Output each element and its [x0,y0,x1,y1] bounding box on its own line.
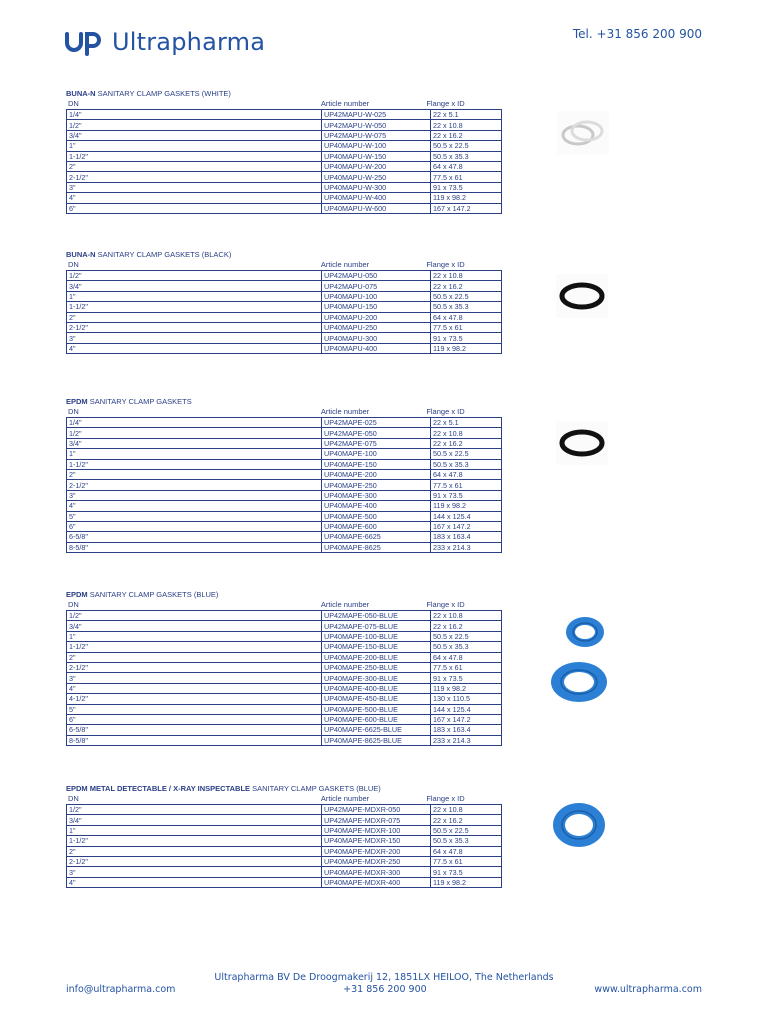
header-article-number: Article number [320,794,370,803]
black-gasket-icon [556,421,608,465]
header-flange-id: Flange x ID [426,407,465,416]
cell-article-number: UP42MAPE-MDXR-075 [322,815,431,825]
cell-flange-id: 50.5 x 22.5 [431,291,502,301]
gasket-table [66,270,502,354]
table-row [67,281,502,291]
table-row [67,302,502,312]
cell-dn: 3/4" [67,438,322,448]
cell-dn: 2" [67,469,322,479]
cell-flange-id: 233 x 214.3 [431,735,502,745]
cell-dn: 3" [67,333,322,343]
section-title-material: BUNA-N [66,89,96,98]
table-row [67,480,502,490]
cell-flange-id: 77.5 x 61 [431,172,502,182]
cell-flange-id: 50.5 x 22.5 [431,631,502,641]
up-logo-icon [64,28,104,56]
cell-article-number: UP42MAPU-075 [322,281,431,291]
cell-article-number: UP40MAPE-100-BLUE [322,631,431,641]
cell-flange-id: 50.5 x 35.3 [431,459,502,469]
cell-flange-id: 130 x 110.5 [431,694,502,704]
cell-article-number: UP42MAPU-W-025 [322,110,431,120]
cell-dn: 3/4" [67,130,322,140]
cell-flange-id: 91 x 73.5 [431,490,502,500]
cell-dn: 1/4" [67,110,322,120]
cell-flange-id: 167 x 147.2 [431,521,502,531]
cell-article-number: UP40MAPE-300 [322,490,431,500]
section-buna-n-black [66,250,492,354]
cell-dn: 1/2" [67,805,322,815]
section-title [66,250,492,260]
section-title-description: SANITARY CLAMP GASKETS [87,397,192,406]
section-title-material: EPDM METAL DETECTABLE / X-RAY INSPECTABLE [66,784,251,793]
table-row [67,611,502,621]
table-row [67,735,502,745]
cell-dn: 1" [67,825,322,835]
cell-flange-id: 22 x 5.1 [431,418,502,428]
epdm-black-gasket-image [556,421,608,465]
cell-dn: 2-1/2" [67,322,322,332]
column-headers [66,260,492,270]
cell-flange-id: 167 x 147.2 [431,203,502,213]
header-dn: DN [68,260,79,269]
white-gasket-icon [557,111,609,155]
cell-article-number: UP40MAPE-400 [322,501,431,511]
table-row [67,532,502,542]
cell-dn: 1-1/2" [67,302,322,312]
cell-flange-id: 91 x 73.5 [431,333,502,343]
cell-flange-id: 50.5 x 35.3 [431,642,502,652]
table-row [67,182,502,192]
footer-contact-row [66,984,702,995]
cell-dn: 1-1/2" [67,642,322,652]
blue-md-gasket-image [551,800,607,850]
cell-flange-id: 50.5 x 35.3 [431,836,502,846]
cell-article-number: UP40MAPE-400-BLUE [322,683,431,693]
cell-dn: 2-1/2" [67,856,322,866]
cell-flange-id: 22 x 10.8 [431,120,502,130]
cell-article-number: UP40MAPE-200-BLUE [322,652,431,662]
section-title [66,89,492,99]
table-row [67,333,502,343]
table-row [67,714,502,724]
black-gasket-image [556,274,608,318]
cell-dn: 1/2" [67,428,322,438]
table-row [67,438,502,448]
table-row [67,511,502,521]
cell-flange-id: 50.5 x 22.5 [431,825,502,835]
table-row [67,683,502,693]
cell-article-number: UP40MAPE-MDXR-300 [322,867,431,877]
table-row [67,322,502,332]
cell-dn: 6" [67,714,322,724]
cell-article-number: UP40MAPE-300-BLUE [322,673,431,683]
cell-dn: 6-5/8" [67,532,322,542]
cell-flange-id: 64 x 47.8 [431,312,502,322]
header-flange-id: Flange x ID [426,600,465,609]
cell-dn: 1" [67,631,322,641]
cell-article-number: UP42MAPU-W-050 [322,120,431,130]
cell-flange-id: 233 x 214.3 [431,542,502,552]
cell-article-number: UP40MAPE-500 [322,511,431,521]
cell-article-number: UP40MAPE-150 [322,459,431,469]
cell-dn: 2" [67,161,322,171]
cell-article-number: UP42MAPE-050 [322,428,431,438]
cell-article-number: UP40MAPE-MDXR-100 [322,825,431,835]
header-dn: DN [68,600,79,609]
cell-article-number: UP40MAPU-150 [322,302,431,312]
cell-dn: 8-5/8" [67,542,322,552]
cell-flange-id: 144 x 125.4 [431,511,502,521]
cell-dn: 5" [67,511,322,521]
cell-article-number: UP40MAPE-MDXR-150 [322,836,431,846]
cell-dn: 3" [67,673,322,683]
column-headers [66,99,492,109]
table-row [67,642,502,652]
cell-flange-id: 22 x 16.2 [431,130,502,140]
cell-dn: 4" [67,877,322,887]
cell-flange-id: 167 x 147.2 [431,714,502,724]
cell-article-number: UP40MAPE-500-BLUE [322,704,431,714]
cell-flange-id: 91 x 73.5 [431,673,502,683]
table-row [67,418,502,428]
column-headers [66,600,492,610]
cell-dn: 1-1/2" [67,459,322,469]
cell-dn: 2" [67,846,322,856]
cell-article-number: UP42MAPE-075-BLUE [322,621,431,631]
header-article-number: Article number [320,99,370,108]
cell-dn: 1/2" [67,120,322,130]
table-row [67,459,502,469]
table-row [67,172,502,182]
table-row [67,856,502,866]
header-article-number: Article number [320,600,370,609]
section-title-material: BUNA-N [66,250,96,259]
header-phone: Tel. +31 856 200 900 [572,27,702,41]
table-row [67,542,502,552]
cell-article-number: UP42MAPE-MDXR-050 [322,805,431,815]
cell-flange-id: 77.5 x 61 [431,856,502,866]
black-gasket-icon [556,274,608,318]
cell-article-number: UP40MAPU-W-100 [322,141,431,151]
footer-email-link[interactable]: info@ultrapharma.com [66,984,176,995]
cell-dn: 1" [67,449,322,459]
table-row [67,621,502,631]
cell-flange-id: 183 x 163.4 [431,725,502,735]
table-row [67,469,502,479]
table-row [67,271,502,281]
cell-flange-id: 50.5 x 22.5 [431,141,502,151]
header-flange-id: Flange x ID [426,99,465,108]
cell-dn: 3" [67,490,322,500]
section-title [66,784,492,794]
table-row [67,141,502,151]
table-row [67,130,502,140]
cell-flange-id: 77.5 x 61 [431,480,502,490]
cell-dn: 2" [67,652,322,662]
table-row [67,867,502,877]
cell-article-number: UP40MAPE-600-BLUE [322,714,431,724]
header-flange-id: Flange x ID [426,794,465,803]
table-row [67,846,502,856]
cell-flange-id: 50.5 x 35.3 [431,302,502,312]
table-row [67,652,502,662]
cell-article-number: UP40MAPU-W-250 [322,172,431,182]
cell-article-number: UP40MAPE-MDXR-400 [322,877,431,887]
cell-flange-id: 77.5 x 61 [431,322,502,332]
cell-article-number: UP40MAPE-MDXR-200 [322,846,431,856]
section-title [66,590,492,600]
cell-dn: 3" [67,182,322,192]
blue-gasket-image-large [549,659,609,705]
cell-article-number: UP40MAPU-100 [322,291,431,301]
table-row [67,490,502,500]
cell-article-number: UP40MAPU-250 [322,322,431,332]
cell-flange-id: 64 x 47.8 [431,652,502,662]
cell-article-number: UP40MAPU-W-150 [322,151,431,161]
cell-flange-id: 22 x 16.2 [431,438,502,448]
cell-flange-id: 22 x 10.8 [431,805,502,815]
cell-article-number: UP40MAPE-8625-BLUE [322,735,431,745]
cell-article-number: UP42MAPU-050 [322,271,431,281]
cell-dn: 3/4" [67,621,322,631]
cell-dn: 1/2" [67,611,322,621]
section-title-description: SANITARY CLAMP GASKETS (BLUE) [87,590,219,599]
column-headers [66,407,492,417]
blue-gasket-icon [562,612,608,652]
section-epdm-metal-detectable [66,784,492,888]
cell-article-number: UP40MAPE-8625 [322,542,431,552]
table-row [67,673,502,683]
cell-article-number: UP40MAPU-W-300 [322,182,431,192]
cell-dn: 3/4" [67,281,322,291]
table-row [67,161,502,171]
cell-flange-id: 22 x 10.8 [431,611,502,621]
table-row [67,120,502,130]
cell-article-number: UP40MAPE-250 [322,480,431,490]
cell-dn: 6" [67,203,322,213]
gasket-table [66,610,502,746]
cell-article-number: UP42MAPE-050-BLUE [322,611,431,621]
cell-flange-id: 91 x 73.5 [431,182,502,192]
table-row [67,825,502,835]
column-headers [66,794,492,804]
cell-flange-id: 119 x 98.2 [431,193,502,203]
section-epdm [66,397,492,553]
cell-article-number: UP40MAPU-W-600 [322,203,431,213]
brand-name: Ultrapharma [112,28,266,56]
cell-dn: 1/2" [67,271,322,281]
cell-dn: 3" [67,867,322,877]
section-title-description: SANITARY CLAMP GASKETS (BLUE) [250,784,381,793]
cell-dn: 2-1/2" [67,662,322,672]
brand-logo [64,26,265,58]
header-article-number: Article number [320,260,370,269]
section-title-material: EPDM [66,590,88,599]
cell-article-number: UP40MAPE-600 [322,521,431,531]
table-row [67,725,502,735]
cell-article-number: UP40MAPU-W-200 [322,161,431,171]
table-row [67,662,502,672]
table-row [67,151,502,161]
header-dn: DN [68,407,79,416]
table-row [67,815,502,825]
cell-flange-id: 22 x 5.1 [431,110,502,120]
blue-gasket-icon [551,800,607,850]
cell-flange-id: 91 x 73.5 [431,867,502,877]
cell-dn: 1" [67,141,322,151]
cell-dn: 1" [67,291,322,301]
cell-flange-id: 22 x 16.2 [431,815,502,825]
table-row [67,449,502,459]
cell-flange-id: 119 x 98.2 [431,877,502,887]
cell-flange-id: 144 x 125.4 [431,704,502,714]
cell-flange-id: 64 x 47.8 [431,161,502,171]
section-epdm-blue [66,590,492,746]
cell-flange-id: 77.5 x 61 [431,662,502,672]
cell-article-number: UP40MAPE-250-BLUE [322,662,431,672]
table-row [67,836,502,846]
cell-flange-id: 64 x 47.8 [431,846,502,856]
cell-article-number: UP42MAPE-075 [322,438,431,448]
table-row [67,203,502,213]
cell-flange-id: 22 x 16.2 [431,281,502,291]
cell-article-number: UP42MAPU-W-075 [322,130,431,140]
header-article-number: Article number [320,407,370,416]
cell-dn: 4" [67,683,322,693]
gasket-table [66,109,502,214]
cell-flange-id: 22 x 10.8 [431,271,502,281]
footer-phone: +31 856 200 900 [343,984,427,995]
table-row [67,877,502,887]
cell-article-number: UP40MAPE-200 [322,469,431,479]
cell-flange-id: 119 x 98.2 [431,683,502,693]
cell-dn: 3/4" [67,815,322,825]
cell-article-number: UP40MAPE-6625 [322,532,431,542]
table-row [67,428,502,438]
cell-dn: 1/4" [67,418,322,428]
table-row [67,291,502,301]
cell-article-number: UP40MAPU-200 [322,312,431,322]
cell-dn: 5" [67,704,322,714]
cell-article-number: UP42MAPE-025 [322,418,431,428]
table-row [67,694,502,704]
blue-gasket-image-small [562,612,608,652]
section-title-description: SANITARY CLAMP GASKETS (BLACK) [95,250,232,259]
section-title-description: SANITARY CLAMP GASKETS (WHITE) [95,89,231,98]
cell-flange-id: 119 x 98.2 [431,343,502,353]
section-buna-n-white [66,89,492,214]
section-title [66,397,492,407]
table-row [67,521,502,531]
cell-article-number: UP40MAPE-100 [322,449,431,459]
cell-flange-id: 50.5 x 22.5 [431,449,502,459]
cell-flange-id: 64 x 47.8 [431,469,502,479]
cell-dn: 4" [67,193,322,203]
table-row [67,110,502,120]
cell-dn: 6" [67,521,322,531]
white-gasket-image [557,111,609,155]
cell-dn: 1-1/2" [67,836,322,846]
cell-dn: 2-1/2" [67,480,322,490]
cell-flange-id: 22 x 16.2 [431,621,502,631]
cell-article-number: UP40MAPU-300 [322,333,431,343]
gasket-table [66,804,502,888]
cell-dn: 4-1/2" [67,694,322,704]
cell-flange-id: 50.5 x 35.3 [431,151,502,161]
header-dn: DN [68,99,79,108]
cell-article-number: UP40MAPE-6625-BLUE [322,725,431,735]
table-row [67,312,502,322]
footer-address: Ultrapharma BV De Droogmakerij 12, 1851LX HEILOO, The Netherlands [214,972,554,983]
section-title-material: EPDM [66,397,88,406]
cell-article-number: UP40MAPE-150-BLUE [322,642,431,652]
cell-flange-id: 183 x 163.4 [431,532,502,542]
cell-article-number: UP40MAPU-W-400 [322,193,431,203]
cell-dn: 1-1/2" [67,151,322,161]
table-row [67,343,502,353]
table-row [67,193,502,203]
cell-dn: 2" [67,312,322,322]
table-row [67,501,502,511]
cell-article-number: UP40MAPE-MDXR-250 [322,856,431,866]
header-flange-id: Flange x ID [426,260,465,269]
cell-dn: 8-5/8" [67,735,322,745]
footer-website-link[interactable]: www.ultrapharma.com [594,984,702,995]
cell-article-number: UP40MAPE-450-BLUE [322,694,431,704]
cell-dn: 4" [67,343,322,353]
table-row [67,704,502,714]
cell-dn: 6-5/8" [67,725,322,735]
header-dn: DN [68,794,79,803]
cell-dn: 4" [67,501,322,511]
table-row [67,805,502,815]
cell-dn: 2-1/2" [67,172,322,182]
table-row [67,631,502,641]
cell-article-number: UP40MAPU-400 [322,343,431,353]
cell-flange-id: 119 x 98.2 [431,501,502,511]
blue-gasket-icon [549,659,609,705]
gasket-table [66,417,502,553]
cell-flange-id: 22 x 10.8 [431,428,502,438]
